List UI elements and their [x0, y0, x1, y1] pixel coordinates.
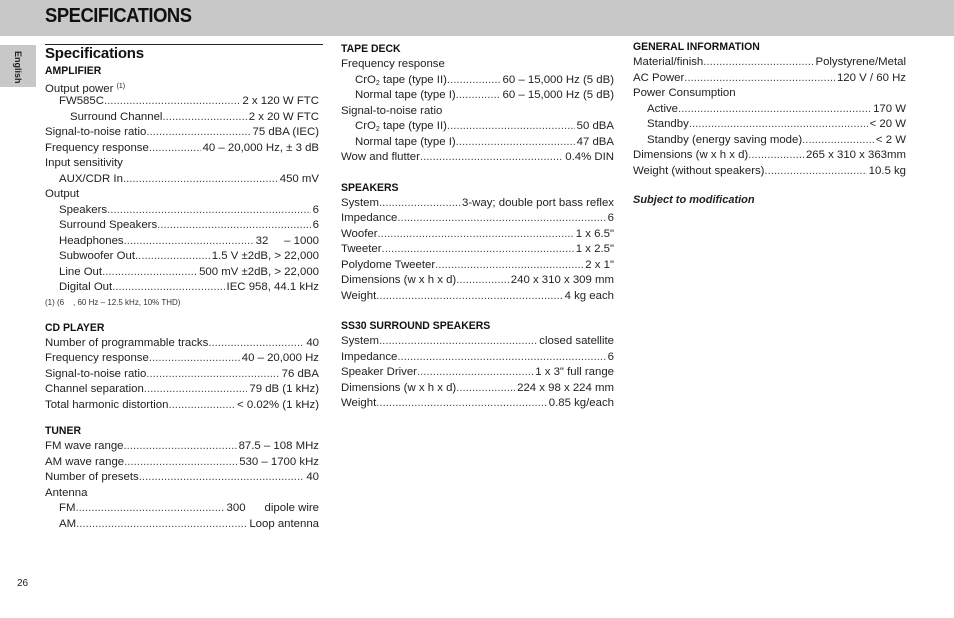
ss30-heading: SS30 SURROUND SPEAKERS	[341, 320, 491, 332]
spec-row: Standby (energy saving mode) ..... < 2 W	[633, 133, 906, 149]
spec-row: Material/finish ..... Polystyrene/Metal	[633, 55, 906, 71]
spec-row: CrO$_2$ tape (type II) ..... 60 – 15,000 Hz (5 dB)	[341, 73, 614, 89]
spec-row: Signal-to-noise ratio ..... 76 dBA	[45, 367, 319, 383]
spec-row: Dimensions (w x h x d) ..... 224 x 98 x 224 mm	[341, 381, 614, 397]
spec-row: Frequency response ..... 40 – 20,000 Hz	[45, 351, 319, 367]
spec-row: Digital Out ..... IEC 958, 44.1 kHz	[45, 280, 319, 296]
spec-row: Woofer ..... 1 x 6.5"	[341, 227, 614, 243]
spec-row: Line Out ..... 500 mV ±2dB, > 22,000	[45, 265, 319, 281]
leader-dots	[104, 94, 240, 110]
spec-row: Dimensions (w x h x d) ..... 240 x 310 x 309 mm	[341, 273, 614, 289]
footnote-ref: (1)	[116, 82, 126, 90]
column-left	[45, 46, 319, 532]
spec-row: Dimensions (w x h x d) ..... 265 x 310 x 363mm	[633, 148, 906, 164]
language-label: English	[13, 51, 23, 84]
spec-label: Output power $^{(1)}$	[45, 82, 126, 94]
spec-row: Frequency response ..... 40 – 20,000 Hz, ± 3 dB	[45, 141, 319, 157]
spec-row: Surround Channel ..... 2 x 20 W FTC	[45, 110, 319, 126]
tuner-heading: TUNER	[45, 425, 81, 437]
spec-row: Active ..... 170 W	[633, 102, 906, 118]
tape-deck-heading: TAPE DECK	[341, 43, 401, 55]
spec-row: Polydome Tweeter ..... 2 x 1"	[341, 258, 614, 274]
language-tab	[0, 45, 36, 87]
spec-row: Antenna	[45, 486, 88, 499]
spec-row: FM wave range ..... 87.5 – 108 MHz	[45, 439, 319, 455]
spec-row: Surround Speakers ..... 6	[45, 218, 319, 234]
spec-row: Signal-to-noise ratio	[341, 104, 443, 117]
amplifier-heading: AMPLIFIER	[45, 64, 102, 77]
spec-row	[45, 79, 319, 95]
spec-row: Normal tape (type I) ..... 60 – 15,000 Hz (5 dB)	[341, 88, 614, 104]
spec-row: AM ..... Loop antenna	[45, 517, 319, 533]
column-right	[633, 40, 906, 209]
spec-row: Signal-to-noise ratio ..... 75 dBA (IEC)	[45, 125, 319, 141]
spec-row: Input sensitivity	[45, 157, 123, 169]
cd-player-heading: CD PLAYER	[45, 321, 105, 334]
page-header	[0, 0, 954, 36]
spec-row: AC Power ..... 120 V / 60 Hz	[633, 71, 906, 87]
spec-row: AUX/CDR In ..... 450 mV	[45, 172, 319, 188]
general-info-heading: GENERAL INFORMATION	[633, 41, 760, 53]
spec-row: Weight ..... 0.85 kg/each	[341, 396, 614, 412]
spec-row: Headphones ..... 32 – 1000	[45, 234, 319, 250]
spec-row: Speakers ..... 6	[45, 203, 319, 219]
spec-row: Channel separation ..... 79 dB (1 kHz)	[45, 382, 319, 398]
spec-row: Total harmonic distortion ..... < 0.02% (1 kHz)	[45, 398, 319, 414]
column-middle	[341, 42, 614, 412]
section-title: Specifications	[45, 45, 144, 62]
spec-row: CrO$_2$ tape (type II) ..... 50 dBA	[341, 119, 614, 135]
spec-row: Normal tape (type I) ..... 47 dBA	[341, 135, 614, 151]
spec-row: Impedance ..... 6	[341, 350, 614, 366]
modification-note: Subject to modification	[633, 194, 755, 206]
spec-row: Output	[45, 188, 80, 200]
page-number: 26	[17, 578, 29, 589]
spec-row: AM wave range ..... 530 – 1700 kHz	[45, 455, 319, 471]
spec-row: Weight (without speakers) ..... 10.5 kg	[633, 164, 906, 180]
spec-row: Number of presets ..... 40	[45, 470, 319, 486]
spec-row: Frequency response	[341, 58, 445, 70]
footnote: (1) (6 , 60 Hz – 12.5 kHz, 10% THD)	[45, 297, 181, 307]
spec-row: FW585C ..... 2 x 120 W FTC	[45, 94, 319, 110]
speakers-heading: SPEAKERS	[341, 181, 399, 194]
spec-row: Standby ..... < 20 W	[633, 117, 906, 133]
spec-row: Number of programmable tracks ..... 40	[45, 336, 319, 352]
page-title: SPECIFICATIONS	[45, 5, 192, 27]
spec-row: Subwoofer Out ..... 1.5 V ±2dB, > 22,000	[45, 249, 319, 265]
spec-row: System ..... closed satellite	[341, 334, 614, 350]
spec-row: Power Consumption	[633, 87, 736, 99]
spec-row: Weight ..... 4 kg each	[341, 289, 614, 305]
spec-row: System ..... 3-way; double port bass reflex	[341, 196, 614, 212]
spec-row: Speaker Driver ..... 1 x 3" full range	[341, 365, 614, 381]
spec-row: FM ..... 300 dipole wire	[45, 501, 319, 517]
spec-row: Tweeter ..... 1 x 2.5"	[341, 242, 614, 258]
spec-row: Impedance ..... 6	[341, 211, 614, 227]
spec-row: Wow and flutter ..... 0.4% DIN	[341, 150, 614, 166]
